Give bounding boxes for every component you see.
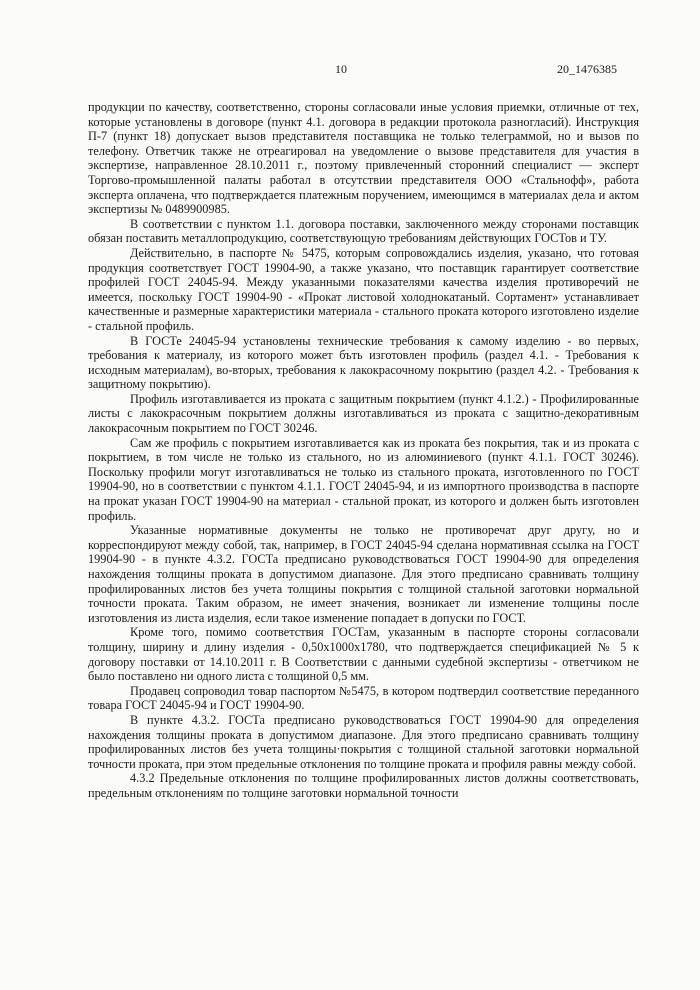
paragraph-6: Сам же профиль с покрытием изготавливается как из проката без покрытия, так и из проката с покрытием, в том числе не только из стального, но из алюминиевого (пункт 4.1.1. ГОСТ 30246). Поскольку профили могут изготавливаться не только из стального проката, изготовленного по ГОСТ 19904-90, но в соответствии с пунктом 4.1.1. ГОСТ 24045-94, и из импортного производства в паспорте на прокат указан ГОСТ 19904-90 на материал - стальной прокат, из которого и должен быть изготовлен профиль.: [88, 435, 639, 523]
paragraph-8: Кроме того, помимо соответствия ГОСТам, указанным в паспорте стороны согласовали толщину, ширину и длину изделия - 0,50x1000x1780, что подтверждается спецификацией № 5 к договору поставки от 14.10.2011 г. В Соответствии с данными судебной экспертизы - ответчиком не было поставлено ни одного листа с толщиной 0,5 мм.: [88, 625, 639, 684]
paragraph-5: Профиль изготавливается из проката с защитным покрытием (пункт 4.1.2.) - Профилированные листы с лакокрасочным покрытием должны изготавливаться из проката с защитно-декоративным лакокрасочным покрытием по ГОСТ 30246.: [88, 391, 639, 436]
paragraph-1: продукции по качеству, соответственно, стороны согласовали иные условия приемки, отличные от тех, которые установлены в договоре (пункт 4.1. договора в редакции протокола разногласий). Инструкция П-7 (пункт 18) допускает вызов представителя поставщика не только телеграммой, но и вызов по телефону. Ответчик также не отреагировал на уведомление о вызове представителя для участия в экспертизе, направленное 28.10.2011 г., поэтому привлеченный сторонний специалист — эксперт Торгово-промышленной палаты работал в отсутствии представителя ООО «Стальнофф», работа эксперта оплачена, что подтверждается платежным поручением, имеющимся в материалах дела и актом экспертизы № 0489900985.: [88, 100, 639, 217]
document-body: [88, 100, 639, 801]
paragraph-10: В пункте 4.3.2. ГОСТа предписано руководствоваться ГОСТ 19904-90 для определения нахождения толщины проката в допустимом диапазоне. Для этого предписано сравнивать толщину профилированных листов без учета толщины·покрытия с толщиной стальной заготовки нормальной точности проката, при этом предельные отклонения по толщине проката и профиля равны между собой.: [88, 712, 639, 771]
paragraph-2: В соответствии с пунктом 1.1. договора поставки, заключенного между сторонами поставщик обязан поставить металлопродукцию, соответствующую требованиям действующих ГОСТов и ТУ.: [88, 216, 639, 246]
paragraph-7: Указанные нормативные документы не только не противоречат друг другу, но и корреспондируют между собой, так, например, в ГОСТ 24045-94 сделана нормативная ссылка на ГОСТ 19904-90 - в пункте 4.3.2. ГОСТа предписано руководствоваться ГОСТ 19904-90 для определения нахождения толщины проката в допустимом диапазоне. Для этого предписано сравнивать толщину профилированных листов без учета толщины покрытия с толщиной стальной заготовки нормальной точности проката. Таким образом, не имеет значения, возникает ли изменение толщины после изготовления из листа изделия, если такое изменение попадает в допуски по ГОСТ.: [88, 523, 639, 625]
paragraph-4: В ГОСТе 24045-94 установлены технические требования к самому изделию - во первых, требования к материалу, из которого может бъть изготовлен профиль (раздел 4.1. - Требования к исходным материалам), во-вторых, требования к лакокрасочному покрытию (раздел 4.2. - Требования к защитному покрытию).: [88, 333, 639, 392]
page-number: 10: [335, 62, 347, 76]
paragraph-3: Действительно, в паспорте № 5475, которым сопровождались изделия, указано, что готовая продукция соответствует ГОСТ 19904-90, а также указано, что поставщик гарантирует соответствие профилей ГОСТ 24045-94. Между указанными показателями качества изделия противоречий не имеется, поскольку ГОСТ 19904-90 - «Прокат листовой холоднокатаный. Сортамент» устанавливает качественные и размерные характеристики материала - стального проката которого изготовлено изделие - стальной профиль.: [88, 245, 639, 333]
paragraph-11: 4.3.2 Предельные отклонения по толщине профилированных листов должны соответствовать, предельным отклонениям по толщине заготовки нормальной точности: [88, 771, 639, 800]
paragraph-9: Продавец сопроводил товар паспортом №5475, в котором подтвердил соответствие переданного товара ГОСТ 24045-94 и ГОСТ 19904-90.: [88, 683, 639, 713]
document-id: 20_1476385: [557, 62, 617, 76]
